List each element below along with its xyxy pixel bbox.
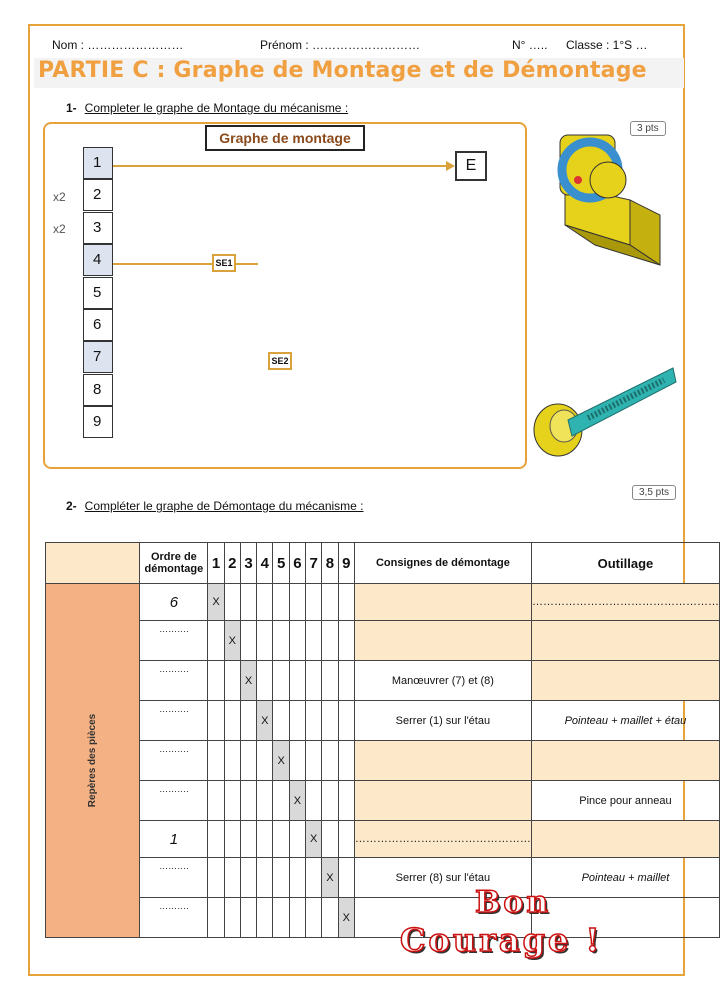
outillage-cell[interactable]: Pointeau + maillet + étau <box>531 701 719 741</box>
arrow-head-icon <box>446 161 455 171</box>
table-row <box>46 741 720 781</box>
classe-field: Classe : 1°S … <box>566 38 648 52</box>
question-1-text: Completer le graphe de Montage du mécanisme : <box>84 101 349 115</box>
screw-illustration <box>528 360 678 460</box>
grid-cell <box>240 741 256 781</box>
table-row <box>46 621 720 661</box>
grid-cell <box>224 821 240 858</box>
order-cell[interactable]: ………. <box>140 898 208 938</box>
grid-cell <box>322 741 338 781</box>
x-mark: X <box>208 584 224 621</box>
grid-cell <box>322 781 338 821</box>
grid-cell <box>306 701 322 741</box>
order-cell[interactable]: 1 <box>140 821 208 858</box>
points-badge-1: 3 pts <box>630 121 666 136</box>
question-1-number: 1- <box>66 101 77 115</box>
grid-cell <box>208 898 224 938</box>
order-cell[interactable]: ………. <box>140 621 208 661</box>
grid-cell <box>208 741 224 781</box>
grid-cell <box>208 781 224 821</box>
grid-cell <box>273 661 289 701</box>
bon-courage-decoration <box>400 885 680 965</box>
closing-line-2: Courage ! <box>400 921 603 959</box>
numero-field[interactable]: N° ….. <box>512 38 548 52</box>
table-row <box>46 701 720 741</box>
grid-cell <box>289 661 305 701</box>
order-cell[interactable]: ………. <box>140 701 208 741</box>
grid-cell <box>306 741 322 781</box>
x-mark: X <box>257 701 273 741</box>
x-mark: X <box>273 741 289 781</box>
grid-cell <box>338 781 354 821</box>
part-cell: 3 <box>83 212 113 244</box>
grid-cell <box>289 741 305 781</box>
grid-cell <box>306 584 322 621</box>
x-mark: X <box>240 661 256 701</box>
order-cell[interactable]: ………. <box>140 661 208 701</box>
grid-cell <box>240 781 256 821</box>
section-title-bar <box>34 58 684 88</box>
grid-cell <box>322 821 338 858</box>
part-cell: 9 <box>83 406 113 438</box>
grid-cell <box>273 701 289 741</box>
table-row <box>46 584 720 621</box>
grid-cell <box>273 858 289 898</box>
grid-cell <box>224 741 240 781</box>
consigne-cell[interactable] <box>354 741 531 781</box>
grid-cell <box>338 701 354 741</box>
grid-cell <box>322 621 338 661</box>
x-mark: X <box>306 821 322 858</box>
side-label: Repères des pièces <box>87 713 99 808</box>
demontage-table <box>45 542 720 938</box>
grid-cell <box>240 898 256 938</box>
x-mark: X <box>289 781 305 821</box>
main-assembly-line <box>113 165 448 167</box>
grid-cell <box>240 858 256 898</box>
side-label-cell <box>46 584 140 938</box>
grid-cell <box>306 621 322 661</box>
grid-cell <box>322 584 338 621</box>
outillage-cell[interactable]: Pointeau + maillet <box>531 858 719 898</box>
outillage-cell[interactable] <box>531 661 719 701</box>
grid-cell <box>289 898 305 938</box>
page-title: PARTIE C : Graphe de Montage et de Démontage <box>38 58 647 83</box>
grid-cell <box>322 701 338 741</box>
outillage-cell[interactable]: Pince pour anneau <box>531 781 719 821</box>
grid-cell <box>257 741 273 781</box>
points-badge-2: 3,5 pts <box>632 485 676 500</box>
grid-cell <box>257 621 273 661</box>
grid-cell <box>289 701 305 741</box>
nom-field[interactable]: Nom : …………………… <box>52 38 184 52</box>
grid-cell <box>306 858 322 898</box>
x-mark: X <box>224 621 240 661</box>
grid-cell <box>257 858 273 898</box>
grid-cell <box>224 584 240 621</box>
grid-cell <box>306 781 322 821</box>
multiplier-2: x2 <box>53 190 66 204</box>
grid-cell <box>208 621 224 661</box>
vise-assembly-illustration <box>540 125 675 275</box>
grid-cell <box>289 821 305 858</box>
se1-node: SE1 <box>212 254 236 272</box>
grid-cell <box>273 781 289 821</box>
part-cell: 8 <box>83 374 113 406</box>
grid-cell <box>289 621 305 661</box>
part-cell: 4 <box>83 244 113 276</box>
part-cell: 2 <box>83 179 113 211</box>
grid-cell <box>224 701 240 741</box>
grid-cell <box>289 584 305 621</box>
outillage-header: Outillage <box>531 543 719 584</box>
grid-cell <box>240 621 256 661</box>
col-number: 8 <box>322 543 338 584</box>
x-mark: X <box>338 898 354 938</box>
prenom-field[interactable]: Prénom : ……………………… <box>260 38 421 52</box>
col-number: 5 <box>273 543 289 584</box>
order-header: Ordre de démontage <box>140 543 208 584</box>
closing-line-1: Bon <box>475 885 552 920</box>
order-cell[interactable]: 6 <box>140 584 208 621</box>
grid-cell <box>306 898 322 938</box>
grid-cell <box>224 661 240 701</box>
col-number: 9 <box>338 543 354 584</box>
outillage-cell[interactable] <box>531 621 719 661</box>
grid-cell <box>338 584 354 621</box>
grid-cell <box>338 661 354 701</box>
grid-cell <box>257 781 273 821</box>
grid-cell <box>208 701 224 741</box>
grid-cell <box>224 781 240 821</box>
part-cell: 1 <box>83 147 113 179</box>
grid-cell <box>208 821 224 858</box>
outillage-cell[interactable] <box>531 741 719 781</box>
grid-cell <box>257 584 273 621</box>
subassembly-line-1 <box>113 263 258 265</box>
table-row <box>46 821 720 858</box>
order-cell[interactable]: ………. <box>140 781 208 821</box>
grid-cell <box>257 898 273 938</box>
grid-cell <box>273 584 289 621</box>
question-2 <box>66 499 364 513</box>
col-number: 4 <box>257 543 273 584</box>
part-cell: 5 <box>83 277 113 309</box>
outillage-cell[interactable]: …………………………………………… <box>531 584 719 621</box>
multiplier-3: x2 <box>53 222 66 236</box>
question-2-text: Compléter le graphe de Démontage du mécanisme : <box>84 499 364 513</box>
grid-cell <box>240 821 256 858</box>
end-node: E <box>455 151 487 181</box>
montage-graph-title: Graphe de montage <box>205 125 365 151</box>
grid-cell <box>322 661 338 701</box>
col-number: 7 <box>306 543 322 584</box>
col-number: 2 <box>224 543 240 584</box>
consigne-cell[interactable] <box>354 621 531 661</box>
table-header-row <box>46 543 720 584</box>
table-row <box>46 781 720 821</box>
part-cell: 7 <box>83 341 113 373</box>
question-1 <box>66 101 348 115</box>
grid-cell <box>306 661 322 701</box>
consigne-cell[interactable] <box>354 584 531 621</box>
se2-node: SE2 <box>268 352 292 370</box>
grid-cell <box>208 858 224 898</box>
grid-cell <box>289 858 305 898</box>
consigne-cell[interactable]: ………………………………………… <box>354 821 531 858</box>
side-header <box>46 543 140 584</box>
grid-cell <box>273 821 289 858</box>
question-2-number: 2- <box>66 499 77 513</box>
order-cell[interactable]: ………. <box>140 741 208 781</box>
grid-cell <box>273 898 289 938</box>
x-mark: X <box>322 858 338 898</box>
col-number: 6 <box>289 543 305 584</box>
grid-cell <box>224 898 240 938</box>
grid-cell <box>224 858 240 898</box>
consigne-cell[interactable]: Manœuvrer (7) et (8) <box>354 661 531 701</box>
grid-cell <box>338 741 354 781</box>
order-cell[interactable]: ………. <box>140 858 208 898</box>
grid-cell <box>338 621 354 661</box>
consigne-cell[interactable] <box>354 781 531 821</box>
grid-cell <box>322 898 338 938</box>
grid-cell <box>257 821 273 858</box>
part-cell: 6 <box>83 309 113 341</box>
grid-cell <box>240 701 256 741</box>
outillage-cell[interactable] <box>531 821 719 858</box>
consigne-cell[interactable]: Serrer (8) sur l'étau <box>354 858 531 898</box>
consigne-cell[interactable]: Serrer (1) sur l'étau <box>354 701 531 741</box>
col-number: 3 <box>240 543 256 584</box>
grid-cell <box>240 584 256 621</box>
col-number: 1 <box>208 543 224 584</box>
grid-cell <box>338 858 354 898</box>
grid-cell <box>273 621 289 661</box>
table-row <box>46 661 720 701</box>
grid-cell <box>208 661 224 701</box>
grid-cell <box>257 661 273 701</box>
consignes-header: Consignes de démontage <box>354 543 531 584</box>
grid-cell <box>338 821 354 858</box>
